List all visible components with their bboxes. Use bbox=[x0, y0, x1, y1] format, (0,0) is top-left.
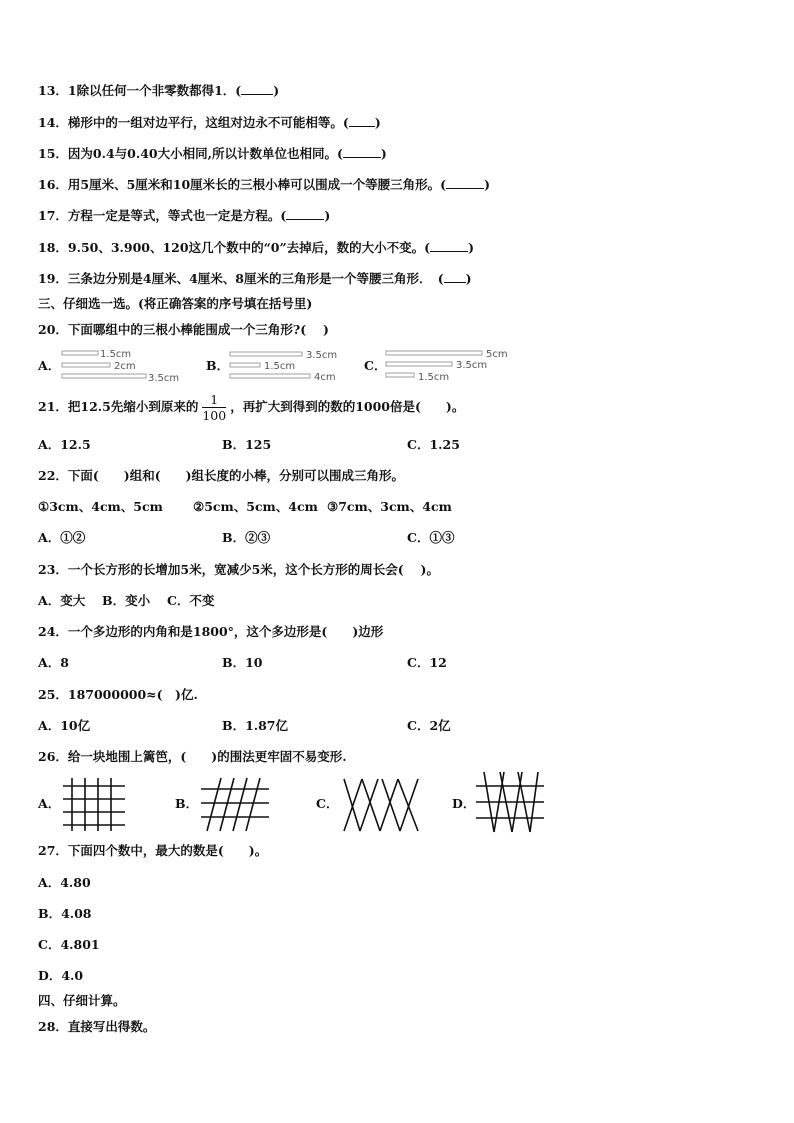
q24-option-a[interactable]: A．8 bbox=[38, 655, 69, 670]
question-20: 20．下面哪组中的三根小棒能围成一个三角形?( ) bbox=[38, 322, 329, 337]
option-b-label[interactable]: B． bbox=[206, 358, 230, 373]
question-17: 17．方程一定是等式，等式也一定是方程。( ) bbox=[38, 208, 331, 223]
q22-option-a[interactable]: A．①② bbox=[38, 530, 86, 545]
stick-group-2: ②5cm、5cm、4cm bbox=[193, 499, 318, 514]
question-22: 22．下面( )组和( )组长度的小棒，分别可以围成三角形。 bbox=[38, 468, 405, 483]
stick-group-1: ①3cm、4cm、5cm bbox=[38, 499, 163, 514]
q26-option-b[interactable]: B． bbox=[175, 796, 199, 811]
fence-slanted-grid-figure bbox=[199, 776, 273, 832]
answer-blank[interactable] bbox=[343, 145, 381, 158]
option-a-label[interactable]: A． bbox=[38, 358, 61, 373]
svg-text:1.5cm: 1.5cm bbox=[100, 349, 132, 360]
answer-blank[interactable] bbox=[446, 176, 484, 189]
svg-text:2cm: 2cm bbox=[114, 361, 136, 372]
question-21: 21．把12.5先缩小到原来的 $\frac{1}{100}$ ，再扩大到得到的数的1000倍是( )。 bbox=[38, 392, 465, 423]
q21-option-b[interactable]: B．125 bbox=[222, 437, 272, 452]
q21-option-a[interactable]: A．12.5 bbox=[38, 437, 91, 452]
answer-blank[interactable] bbox=[286, 207, 324, 220]
svg-text:5cm: 5cm bbox=[486, 349, 508, 360]
answer-blank[interactable] bbox=[349, 114, 375, 127]
q26-option-d[interactable]: D． bbox=[452, 796, 476, 811]
question-15: 15．因为0.4与0.40大小相同,所以计数单位也相同。( ) bbox=[38, 146, 387, 161]
q22-option-b[interactable]: B．②③ bbox=[222, 530, 271, 545]
question-13: 13．1除以任何一个非零数都得1．( ) bbox=[38, 83, 280, 98]
svg-text:4cm: 4cm bbox=[314, 372, 336, 383]
answer-blank[interactable] bbox=[444, 270, 466, 283]
sticks-figure-b bbox=[230, 350, 350, 384]
option-c-label[interactable]: C． bbox=[364, 358, 387, 373]
q24-option-c[interactable]: C．12 bbox=[407, 655, 447, 670]
q24-option-b[interactable]: B．10 bbox=[222, 655, 263, 670]
svg-text:1.5cm: 1.5cm bbox=[418, 372, 450, 383]
svg-text:1.5cm: 1.5cm bbox=[264, 361, 296, 372]
fence-crisscross-figure bbox=[340, 776, 422, 834]
q22-option-c[interactable]: C．①③ bbox=[407, 530, 455, 545]
sticks-figure-c bbox=[386, 349, 516, 385]
q21-option-c[interactable]: C．1.25 bbox=[407, 437, 460, 452]
question-14: 14．梯形中的一组对边平行，这组对边永不可能相等。( ) bbox=[38, 115, 381, 130]
svg-text:3.5cm: 3.5cm bbox=[456, 360, 488, 371]
q26-option-c[interactable]: C． bbox=[316, 796, 339, 811]
q27-option-b[interactable]: B．4.08 bbox=[38, 906, 92, 921]
q23-options[interactable]: A．变大 B．变小 C．不变 bbox=[38, 593, 215, 608]
q27-option-a[interactable]: A．4.80 bbox=[38, 875, 91, 890]
q27-option-d[interactable]: D．4.0 bbox=[38, 968, 84, 983]
fraction: $\frac{1}{100}$ bbox=[202, 392, 227, 423]
question-18: 18．9.50、3.900、120这几个数中的“0”去掉后，数的大小不变。( ) bbox=[38, 240, 474, 255]
question-28: 28．直接写出得数。 bbox=[38, 1019, 156, 1034]
answer-blank[interactable] bbox=[430, 239, 468, 252]
stick-group-3: ③7cm、3cm、4cm bbox=[327, 499, 452, 514]
sticks-figure-a bbox=[62, 348, 192, 384]
answer-blank[interactable] bbox=[241, 82, 273, 95]
question-27: 27．下面四个数中，最大的数是( )。 bbox=[38, 843, 268, 858]
question-23: 23．一个长方形的长增加5米，宽减少5米，这个长方形的周长会( )。 bbox=[38, 562, 439, 577]
svg-text:3.5cm: 3.5cm bbox=[148, 373, 180, 384]
fence-square-grid-figure bbox=[60, 776, 128, 832]
q26-option-a[interactable]: A． bbox=[38, 796, 61, 811]
q27-option-c[interactable]: C．4.801 bbox=[38, 937, 100, 952]
fence-triangle-lattice-figure bbox=[474, 770, 546, 834]
question-24: 24．一个多边形的内角和是1800°，这个多边形是( )边形 bbox=[38, 624, 384, 639]
section-heading-4: 四、仔细计算。 bbox=[38, 993, 126, 1008]
question-25: 25．187000000≈( )亿. bbox=[38, 687, 198, 702]
svg-text:3.5cm: 3.5cm bbox=[306, 350, 338, 361]
q25-option-c[interactable]: C．2亿 bbox=[407, 718, 451, 733]
q25-option-a[interactable]: A．10亿 bbox=[38, 718, 91, 733]
q25-option-b[interactable]: B．1.87亿 bbox=[222, 718, 289, 733]
question-16: 16．用5厘米、5厘米和10厘米长的三根小棒可以围成一个等腰三角形。( ) bbox=[38, 177, 491, 192]
question-26: 26．给一块地围上篱笆，( )的围法更牢固不易变形. bbox=[38, 749, 347, 764]
section-heading-3: 三、仔细选一选。(将正确答案的序号填在括号里) bbox=[38, 296, 313, 311]
question-19: 19．三条边分别是4厘米、4厘米、8厘米的三角形是一个等腰三角形． ( ) bbox=[38, 271, 472, 286]
